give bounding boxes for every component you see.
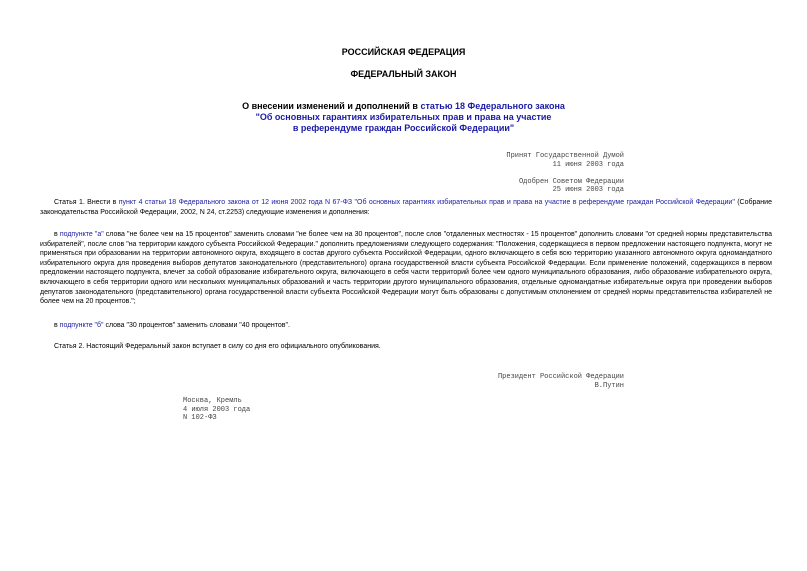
item-a-link[interactable]: подпункте "а" [59,231,104,238]
adopted-by: Принят Государственной Думой [506,152,624,160]
approved-by: Одобрен Советом Федерации [518,177,624,186]
federation-heading: РОССИЙСКАЯ ФЕДЕРАЦИЯ [341,47,466,57]
signature-name: В.Путин [594,381,624,390]
item-b-text: слова "30 процентов" заменить словами "40 процентов". [103,322,290,329]
signature-block [498,373,624,390]
item-a-paragraph: в подпункте "а" слова "не более чем на 15 процентов" заменить словами "не более чем на 30 процентов", после слов "отдаленных местностях - 15 процентов" дополнить словами "от средней нормы представительства избирателей", после слов "на территории каждого субъекта Российской Федерации." дополнить предложениями следующего содержания: "Положения, содержащиеся в первом предложении настоящего подпункта, могут не применяться при образовании на территории автономного округа, входящего в состав другого субъекта Российской Федерации, одного включающего в себя всю территорию указанного автономного округа одномандатного избирательного округа для проведения выборов депутатов законодательного (представительного) органа государственной власти субъекта Российской Федерации. Если применение положений, содержащихся в первом предложении настоящего подпункта, влечет за собой образование избирательного округа, включающего в себя части территорий более чем одного муниципального образования, либо образование избирательного округа, включающего в себя территории одного или нескольких муниципальных образований и часть территории другого муниципального образования, отдельные одномандатные избирательные округа при проведении выборов депутатов законодательного (представительного) органа государственной власти субъекта Российской Федерации могут быть образованы с допустимым отклонением от средней нормы представительства избирателей не более чем на 20 процентов."; [40,231,772,306]
article-1-source: (Собрание законодательства Российской Федерации, 2002, N 24, ст.2253) следующие изменения и дополнения: [40,199,772,216]
law-title [0,101,807,134]
signature-position: Президент Российской Федерации [497,373,624,381]
place-city: Москва, Кремль [183,397,242,405]
law-number: N 102-ФЗ [183,414,217,422]
item-a-text: слова "не более чем на 15 процентов" заменить словами "не более чем на 30 процентов", после слов "отдаленных местностях - 15 процентов" дополнить словами "от средней нормы представительства избирателей", после слов "на территории каждого субъекта Российской Федерации." дополнить предложениями следующего содержания: "Положения, содержащиеся в первом предложении настоящего подпункта, могут не применяться при образовании на территории автономного округа, входящего в состав другого субъекта Российской Федерации, одного включающего в себя всю территорию указанного автономного округа одномандатного избирательного округа для проведения выборов депутатов законодательного (представительного) органа государственной власти субъекта Российской Федерации. Если применение положений, содержащихся в первом предложении настоящего подпункта, влечет за собой образование избирательного округа, включающего в себя части территорий более чем одного муниципального образования, либо образование избирательного округа, включающего в себя территории одного или нескольких муниципальных образований и часть территории другого муниципального образования, отдельные одномандатные избирательные округа при проведении выборов депутатов законодательного (представительного) органа государственной власти субъекта Российской Федерации могут быть образованы с допустимым отклонением от средней нормы представительства избирателей не более чем на 20 процентов."; [40,231,772,306]
title-article-link[interactable]: статью 18 Федерального закона [420,101,565,111]
adopted-date: 11 июня 2003 года [552,160,624,169]
article-1-link-law[interactable]: "Об основных гарантиях избирательных прав и права на участие в референдуме граждан Российской Федерации" [354,199,735,206]
title-line2[interactable]: "Об основных гарантиях избирательных прав и права на участие [255,112,552,122]
article-2-text: Статья 2. Настоящий Федеральный закон вступает в силу со дня его официального опубликования. [54,343,381,350]
place-block [183,397,250,423]
item-b-link[interactable]: подпункте "б" [59,322,104,329]
article-1-intro [40,198,772,217]
place-date: 4 июля 2003 года [183,405,251,414]
approved-date: 25 июня 2003 года [552,186,624,194]
article-1-label: Статья 1. Внести в [54,199,119,206]
adoption-block [506,152,624,195]
article-1-link-point[interactable]: пункт 4 статьи 18 Федерального закона от 12 июня 2002 года N 67-ФЗ [118,199,353,206]
title-prefix: О внесении изменений и дополнений в [242,101,421,111]
article-2-paragraph [40,342,772,352]
item-b-paragraph: в подпункте "б" слова "30 процентов" заменить словами "40 процентов". [54,322,290,329]
law-type-heading: ФЕДЕРАЛЬНЫЙ ЗАКОН [350,69,457,79]
title-line3[interactable]: в референдуме граждан Российской Федерации" [292,123,515,133]
